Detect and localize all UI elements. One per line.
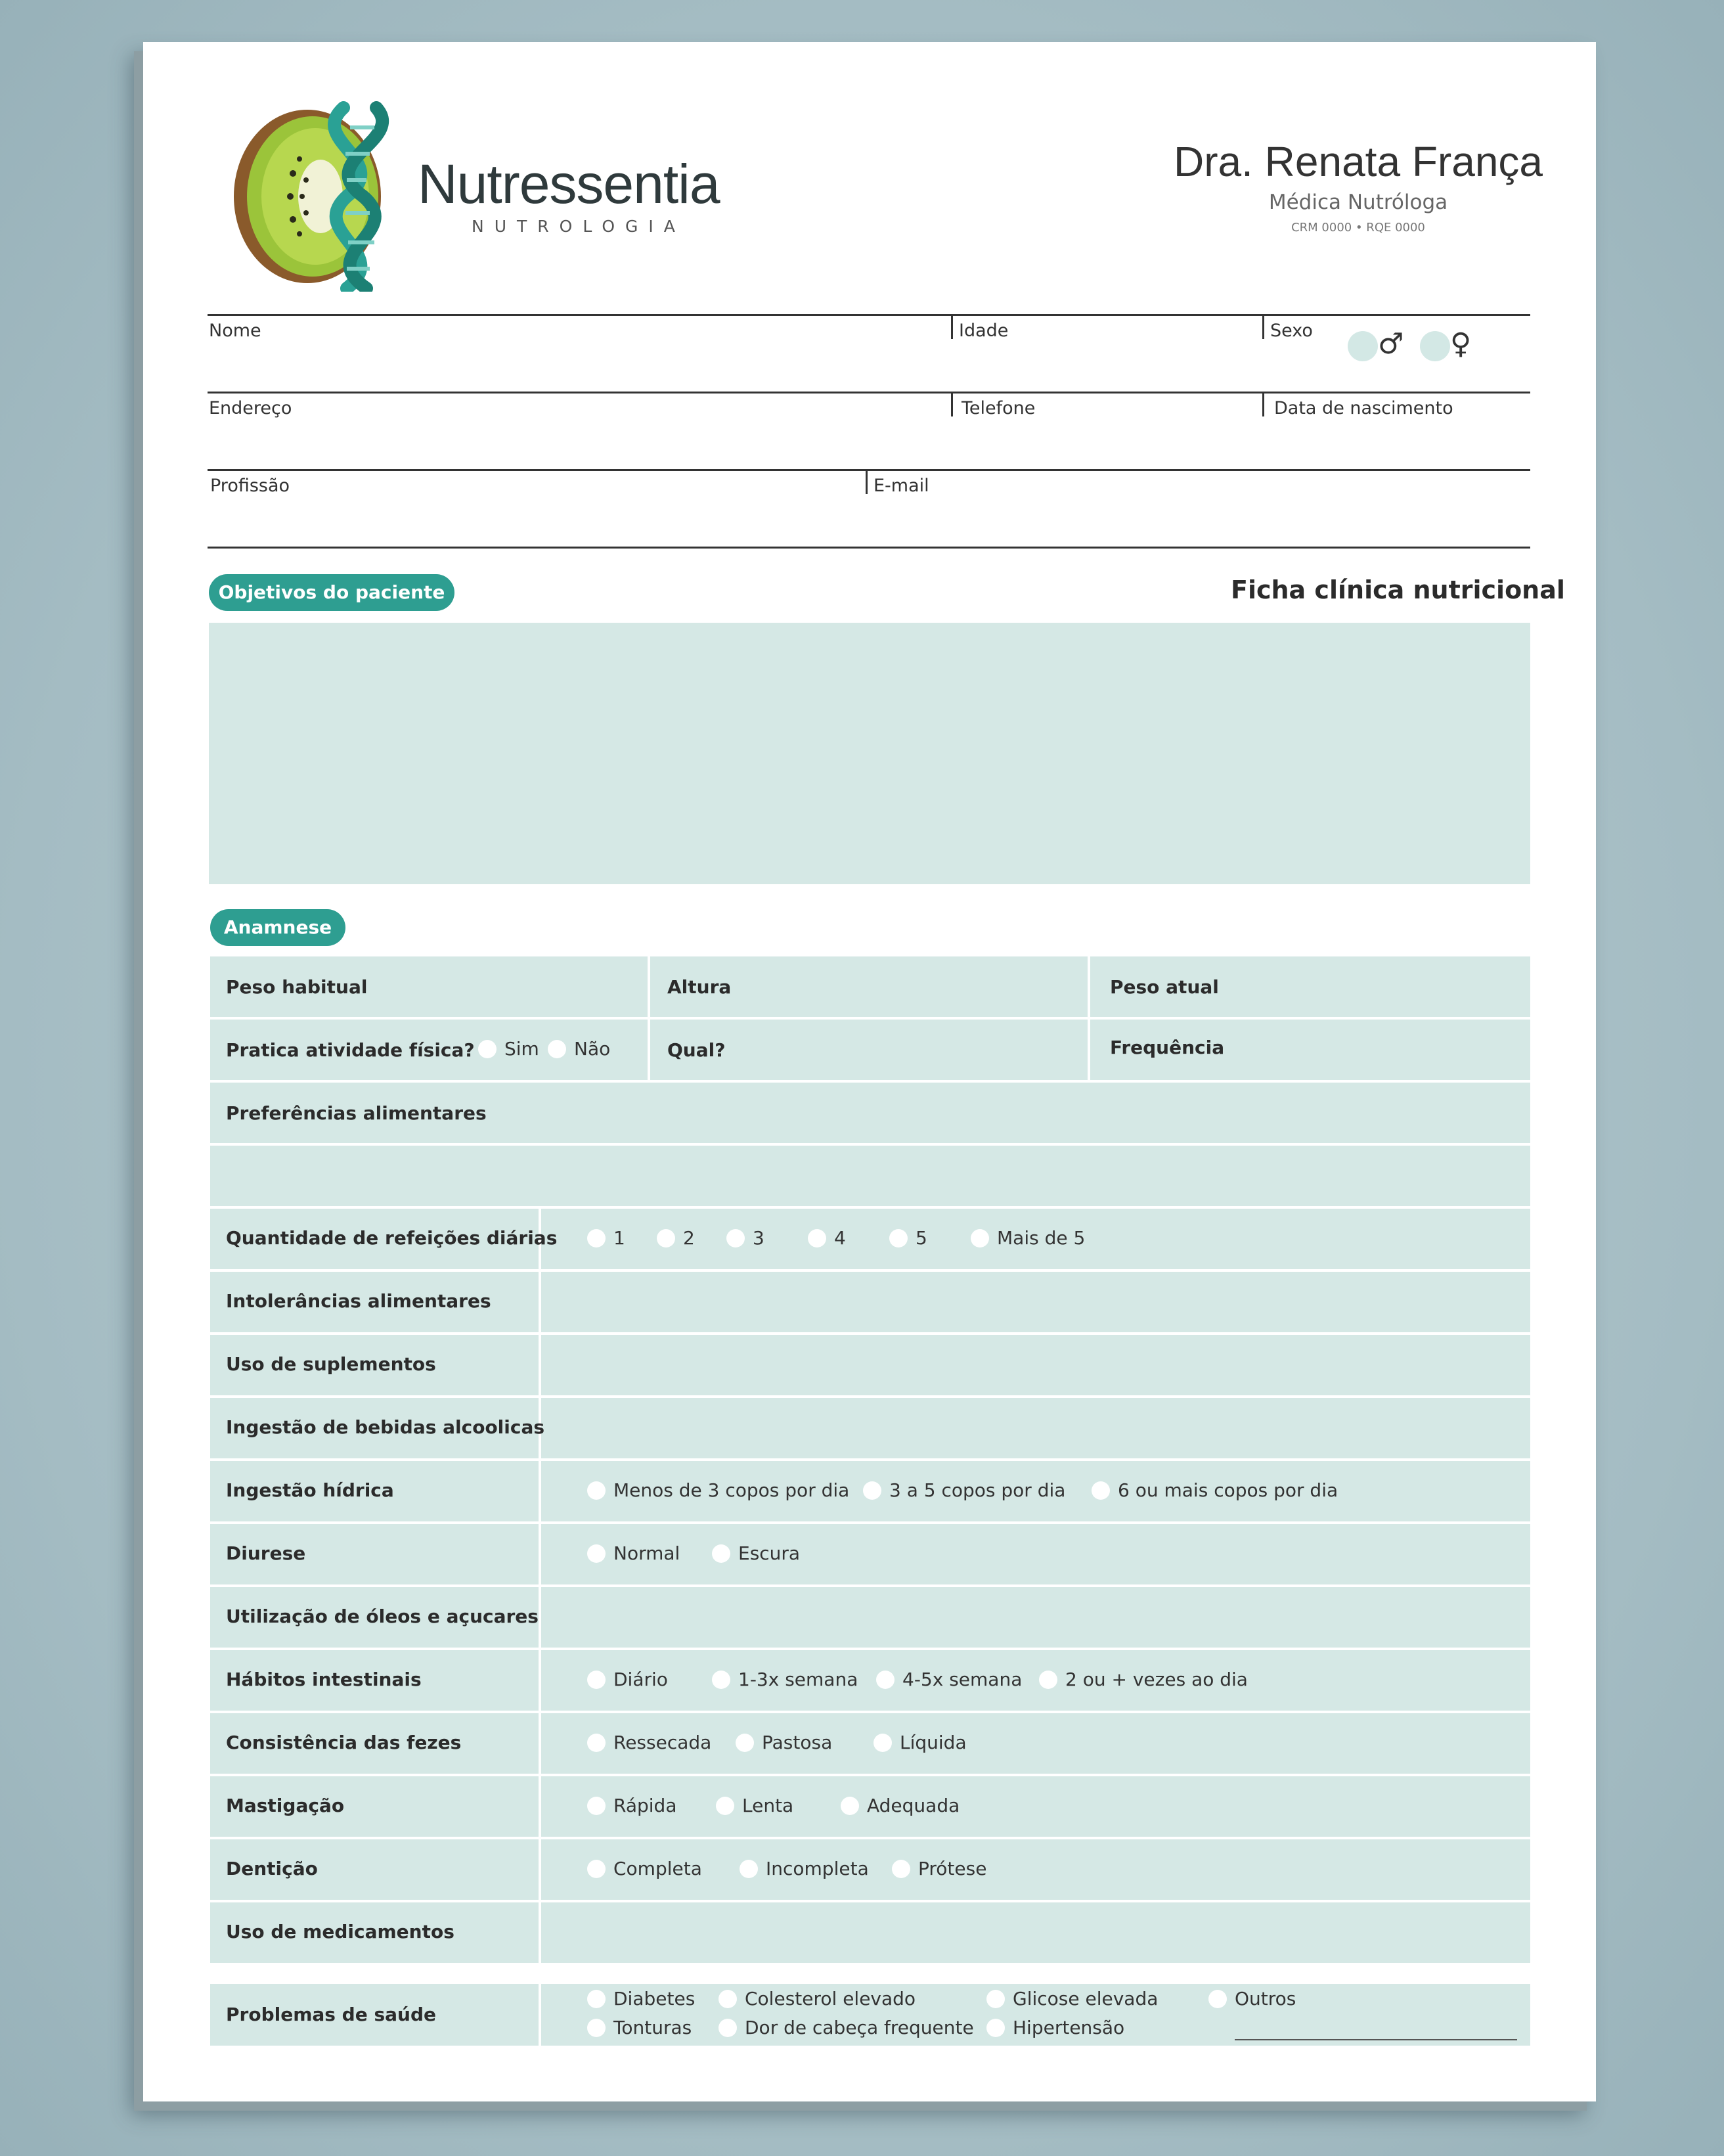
radio-button[interactable] bbox=[548, 1040, 566, 1058]
qual-label: Qual? bbox=[667, 1039, 726, 1061]
radio-button[interactable] bbox=[712, 1544, 730, 1563]
radio-button[interactable] bbox=[736, 1734, 754, 1752]
radio-button[interactable] bbox=[587, 1481, 606, 1500]
radio-button[interactable] bbox=[971, 1229, 989, 1247]
brand-subtitle: NUTROLOGIA bbox=[472, 217, 686, 236]
radio-option[interactable]: 3 bbox=[726, 1227, 764, 1249]
doctor-name: Dra. Renata França bbox=[1173, 138, 1543, 185]
row-label: Hábitos intestinais bbox=[226, 1669, 422, 1690]
anamnese-pill: Anamnese bbox=[210, 909, 345, 946]
radio-option[interactable]: 4 bbox=[808, 1227, 846, 1249]
row-label: Ingestão de bebidas alcoolicas bbox=[226, 1416, 545, 1438]
divider bbox=[866, 470, 868, 494]
row-label: Uso de suplementos bbox=[226, 1353, 436, 1375]
sex-male-radio[interactable] bbox=[1348, 331, 1378, 361]
option-hipertensao[interactable]: Hipertensão bbox=[986, 2017, 1124, 2038]
problemas-label: Problemas de saúde bbox=[226, 2004, 436, 2025]
divider bbox=[208, 392, 1530, 393]
field-sexo: Sexo bbox=[1270, 321, 1313, 341]
radio-button[interactable] bbox=[587, 1671, 606, 1689]
radio-option[interactable]: Incompleta bbox=[740, 1858, 869, 1879]
radio-button[interactable] bbox=[587, 1860, 606, 1878]
radio-option[interactable]: 2 bbox=[657, 1227, 695, 1249]
doctor-crm: CRM 0000 • RQE 0000 bbox=[1291, 221, 1425, 235]
peso-atual-label: Peso atual bbox=[1110, 976, 1219, 998]
page-title: Ficha clínica nutricional bbox=[1231, 575, 1565, 604]
row-label: Mastigação bbox=[226, 1795, 345, 1816]
radio-button[interactable] bbox=[587, 2019, 606, 2037]
row-value-cell bbox=[541, 1524, 1530, 1584]
radio-option[interactable]: Ressecada bbox=[587, 1732, 711, 1753]
radio-button[interactable] bbox=[718, 1990, 737, 2008]
radio-button[interactable] bbox=[587, 1544, 606, 1563]
brand-name: Nutressentia bbox=[418, 153, 720, 215]
divider bbox=[951, 315, 953, 339]
outros-input-line[interactable] bbox=[1235, 2039, 1517, 2040]
radio-option[interactable]: Menos de 3 copos por dia bbox=[587, 1479, 849, 1501]
field-nascimento[interactable]: Data de nascimento bbox=[1274, 398, 1453, 418]
row-label: Intolerâncias alimentares bbox=[226, 1290, 491, 1312]
radio-button[interactable] bbox=[986, 2019, 1005, 2037]
row-label: Diurese bbox=[226, 1542, 306, 1564]
divider bbox=[208, 547, 1530, 549]
radio-button[interactable] bbox=[478, 1040, 497, 1058]
radio-button[interactable] bbox=[740, 1860, 758, 1878]
radio-button[interactable] bbox=[587, 1229, 606, 1247]
altura-label: Altura bbox=[667, 976, 732, 998]
preferencias-extra-cell[interactable] bbox=[210, 1146, 1530, 1206]
divider bbox=[1262, 315, 1264, 339]
radio-button[interactable] bbox=[808, 1229, 826, 1247]
row-label: Utilização de óleos e açucares bbox=[226, 1606, 539, 1627]
divider bbox=[208, 469, 1530, 471]
row-label: Consistência das fezes bbox=[226, 1732, 462, 1753]
radio-option[interactable]: 2 ou + vezes ao dia bbox=[1039, 1669, 1248, 1690]
option-tonturas[interactable]: Tonturas bbox=[587, 2017, 692, 2038]
radio-button[interactable] bbox=[876, 1671, 895, 1689]
kiwi-dna-logo-icon bbox=[229, 101, 399, 292]
row-label: Dentição bbox=[226, 1858, 318, 1879]
frequencia-label: Frequência bbox=[1110, 1037, 1225, 1058]
radio-option[interactable]: 3 a 5 copos por dia bbox=[863, 1479, 1065, 1501]
radio-button[interactable] bbox=[986, 1990, 1005, 2008]
field-endereco[interactable]: Endereço bbox=[209, 398, 292, 418]
radio-option[interactable]: Prótese bbox=[892, 1858, 986, 1879]
sex-female-radio[interactable] bbox=[1420, 331, 1450, 361]
divider bbox=[208, 314, 1530, 316]
radio-button[interactable] bbox=[718, 2019, 737, 2037]
doctor-role: Médica Nutróloga bbox=[1268, 191, 1448, 214]
row-label: Ingestão hídrica bbox=[226, 1479, 394, 1501]
radio-button[interactable] bbox=[712, 1671, 730, 1689]
row-value-cell bbox=[541, 1776, 1530, 1837]
option-sim[interactable]: Sim bbox=[478, 1038, 539, 1060]
field-profissao[interactable]: Profissão bbox=[210, 476, 290, 496]
divider bbox=[1262, 393, 1264, 416]
row-value-cell[interactable] bbox=[541, 1587, 1530, 1648]
radio-option[interactable]: 6 ou mais copos por dia bbox=[1092, 1479, 1338, 1501]
radio-option[interactable]: Rápida bbox=[587, 1795, 676, 1816]
row-value-cell[interactable] bbox=[541, 1335, 1530, 1395]
radio-option[interactable]: 1-3x semana bbox=[712, 1669, 858, 1690]
row-label: Uso de medicamentos bbox=[226, 1921, 454, 1943]
female-icon: ♀ bbox=[1450, 327, 1472, 361]
radio-option[interactable]: Completa bbox=[587, 1858, 702, 1879]
objetivos-textarea[interactable] bbox=[209, 623, 1530, 884]
option-dor-cabeca[interactable]: Dor de cabeça frequente bbox=[718, 2017, 974, 2038]
radio-option[interactable]: Mais de 5 bbox=[971, 1227, 1085, 1249]
option-diabetes[interactable]: Diabetes bbox=[587, 1988, 695, 2010]
option-nao[interactable]: Não bbox=[548, 1038, 610, 1060]
radio-button[interactable] bbox=[1208, 1990, 1227, 2008]
row-value-cell[interactable] bbox=[541, 1272, 1530, 1332]
radio-option[interactable]: Escura bbox=[712, 1542, 800, 1564]
row-value-cell[interactable] bbox=[541, 1902, 1530, 1963]
option-outros[interactable]: Outros bbox=[1208, 1988, 1296, 2010]
radio-button[interactable] bbox=[726, 1229, 745, 1247]
radio-option[interactable]: Lenta bbox=[716, 1795, 793, 1816]
field-telefone[interactable]: Telefone bbox=[961, 398, 1036, 418]
field-nome[interactable]: Nome bbox=[209, 321, 261, 341]
radio-button[interactable] bbox=[587, 1734, 606, 1752]
radio-option[interactable]: 5 bbox=[889, 1227, 927, 1249]
radio-button[interactable] bbox=[657, 1229, 675, 1247]
divider bbox=[951, 393, 953, 416]
atividade-label: Pratica atividade física? bbox=[226, 1039, 475, 1061]
radio-button[interactable] bbox=[873, 1734, 892, 1752]
row-value-cell bbox=[541, 1650, 1530, 1711]
radio-button[interactable] bbox=[587, 1990, 606, 2008]
radio-option[interactable]: Normal bbox=[587, 1542, 680, 1564]
radio-button[interactable] bbox=[841, 1797, 859, 1815]
radio-option[interactable]: Adequada bbox=[841, 1795, 960, 1816]
radio-button[interactable] bbox=[863, 1481, 881, 1500]
field-idade[interactable]: Idade bbox=[959, 321, 1009, 341]
radio-button[interactable] bbox=[716, 1797, 734, 1815]
radio-button[interactable] bbox=[1092, 1481, 1110, 1500]
form-sheet bbox=[143, 42, 1596, 2101]
radio-option[interactable]: Diário bbox=[587, 1669, 668, 1690]
radio-button[interactable] bbox=[892, 1860, 910, 1878]
radio-button[interactable] bbox=[889, 1229, 908, 1247]
radio-option[interactable]: Pastosa bbox=[736, 1732, 832, 1753]
radio-option[interactable]: 1 bbox=[587, 1227, 625, 1249]
peso-habitual-label: Peso habitual bbox=[226, 976, 368, 998]
radio-option[interactable]: 4-5x semana bbox=[876, 1669, 1022, 1690]
preferencias-label: Preferências alimentares bbox=[226, 1102, 487, 1124]
radio-button[interactable] bbox=[1039, 1671, 1057, 1689]
radio-button[interactable] bbox=[587, 1797, 606, 1815]
radio-option[interactable]: Líquida bbox=[873, 1732, 967, 1753]
option-colesterol[interactable]: Colesterol elevado bbox=[718, 1988, 916, 2010]
objetivos-pill: Objetivos do paciente bbox=[209, 574, 454, 611]
row-label: Quantidade de refeições diárias bbox=[226, 1227, 558, 1249]
row-value-cell[interactable] bbox=[541, 1398, 1530, 1458]
option-glicose[interactable]: Glicose elevada bbox=[986, 1988, 1158, 2010]
field-email[interactable]: E-mail bbox=[873, 476, 929, 496]
male-icon: ♂ bbox=[1378, 327, 1404, 361]
